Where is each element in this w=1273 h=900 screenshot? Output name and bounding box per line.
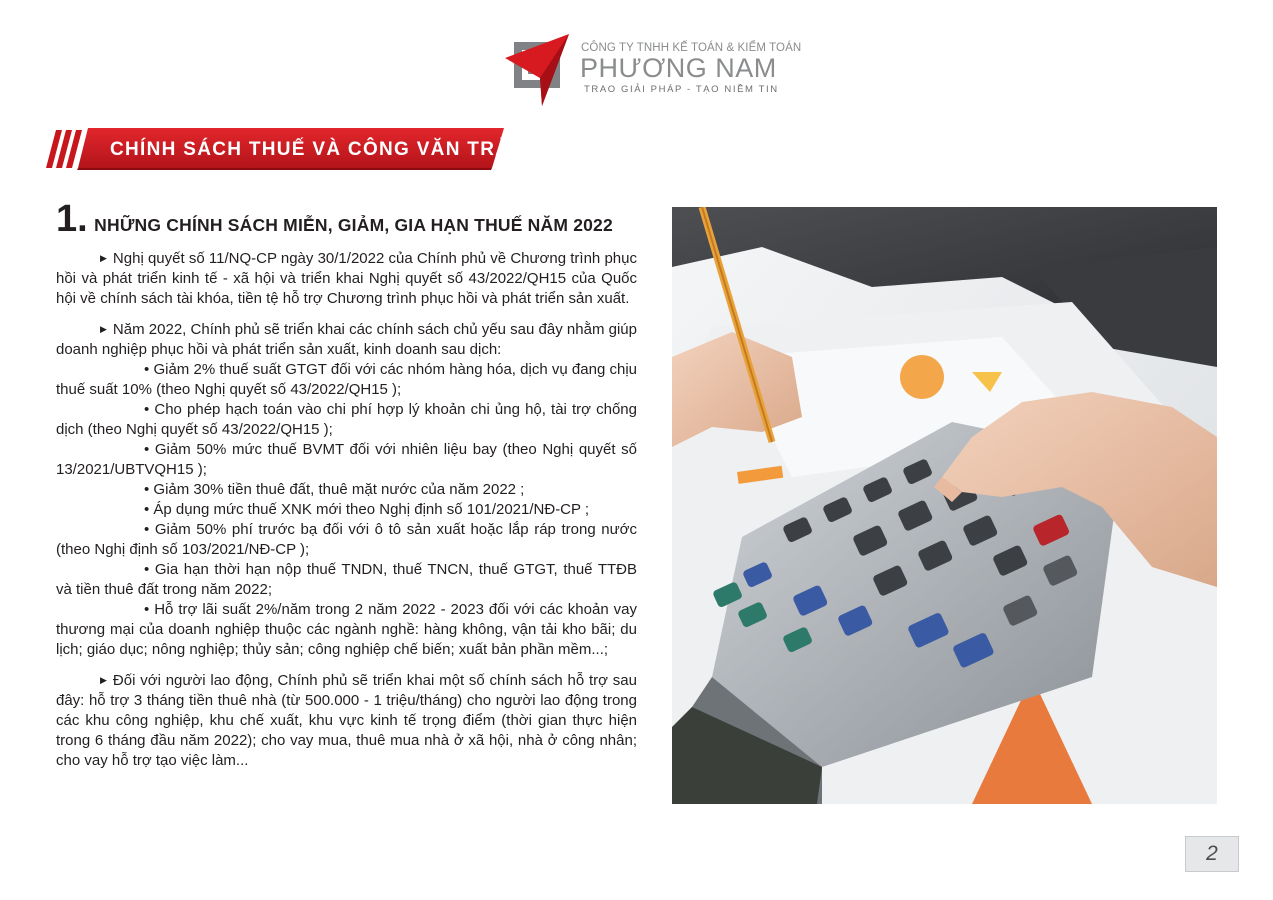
- triangle-bullet-icon: ▶: [100, 675, 107, 685]
- paragraph: ▶ Năm 2022, Chính phủ sẽ triển khai các chính sách chủ yếu sau đây nhằm giúp doanh nghiệp phục hồi và phát triển sản xuất, kinh doanh sau dịch:: [56, 321, 637, 358]
- paragraph: ▶ Nghị quyết số 11/NQ-CP ngày 30/1/2022 của Chính phủ về Chương trình phục hồi và phát triển kinh tế - xã hội và triển khai Nghị quyết số 43/2022/QH15 của Quốc hội về chính sách tài khóa, tiền tệ hỗ trợ Chương trình phục hồi và phát triển sản xuất.: [56, 250, 637, 307]
- page-number-box: [1185, 836, 1239, 872]
- section-heading: [56, 198, 613, 242]
- bullet-item: • Hỗ trợ lãi suất 2%/năm trong 2 năm 2022 - 2023 đối với các khoản vay thương mại của doanh nghiệp thuộc các ngành nghề: hàng không, vận tải kho bãi; du lịch; giáo dục; nông nghiệp; thủy sản; công nghiệp chế biến; xuất bản phần mềm...;: [56, 601, 637, 658]
- banner-title: CHÍNH SÁCH THUẾ VÀ CÔNG VĂN TRẢ LỜI: [110, 139, 554, 160]
- bullet-item: • Giảm 50% phí trước bạ đối với ô tô sản xuất hoặc lắp ráp trong nước (theo Nghị định số 103/2021/NĐ-CP );: [56, 521, 637, 558]
- photo-illustration: [672, 207, 1217, 804]
- page-number: 2: [1206, 842, 1218, 865]
- company-line: CÔNG TY TNHH KẾ TOÁN & KIỂM TOÁN: [581, 42, 802, 54]
- brand-name: PHƯƠNG NAM: [580, 53, 777, 83]
- bullet-item: • Giảm 50% mức thuế BVMT đối với nhiên liệu bay (theo Nghị quyết số 13/2021/UBTVQH15 );: [56, 441, 637, 478]
- body-content: [56, 248, 637, 771]
- slogan: TRAO GIẢI PHÁP - TẠO NIỀM TIN: [584, 84, 779, 95]
- company-logo: [505, 34, 802, 108]
- section-banner: [44, 128, 554, 170]
- bullet-item: • Cho phép hạch toán vào chi phí hợp lý khoản chi ủng hộ, tài trợ chống dịch (theo Nghị quyết số 43/2022/QH15 );: [56, 401, 637, 438]
- bullet-item: • Áp dụng mức thuế XNK mới theo Nghị định số 101/2021/NĐ-CP ;: [144, 501, 590, 518]
- logo-mark-icon: [505, 34, 577, 108]
- triangle-bullet-icon: ▶: [100, 324, 107, 334]
- bullet-item: • Gia hạn thời hạn nộp thuế TNDN, thuế TNCN, thuế GTGT, thuế TTĐB và tiền thuê đất trong năm 2022;: [56, 561, 637, 598]
- section-title: NHỮNG CHÍNH SÁCH MIỄN, GIẢM, GIA HẠN THUẾ NĂM 2022: [94, 215, 613, 235]
- triangle-bullet-icon: ▶: [100, 253, 107, 263]
- bullet-item: • Giảm 2% thuế suất GTGT đối với các nhóm hàng hóa, dịch vụ đang chịu thuế suất 10% (theo Nghị quyết số 43/2022/QH15 );: [56, 361, 637, 398]
- calculator-photo: [672, 207, 1217, 804]
- paragraph: ▶ Đối với người lao động, Chính phủ sẽ triển khai một số chính sách hỗ trợ sau đây: hỗ trợ 3 tháng tiền thuê nhà (từ 500.000 - 1 triệu/tháng) cho người lao động trong các khu công nghiệp, khu chế xuất, khu vực kinh tế trọng điểm (thời gian thực hiện trong 6 tháng đầu năm 2022); cho vay mua, thuê mua nhà ở xã hội, nhà ở công nhân; cho vay hỗ trợ tạo việc làm...: [56, 672, 637, 769]
- section-number: 1.: [56, 198, 88, 240]
- bullet-item: • Giảm 30% tiền thuê đất, thuê mặt nước của năm 2022 ;: [144, 481, 525, 498]
